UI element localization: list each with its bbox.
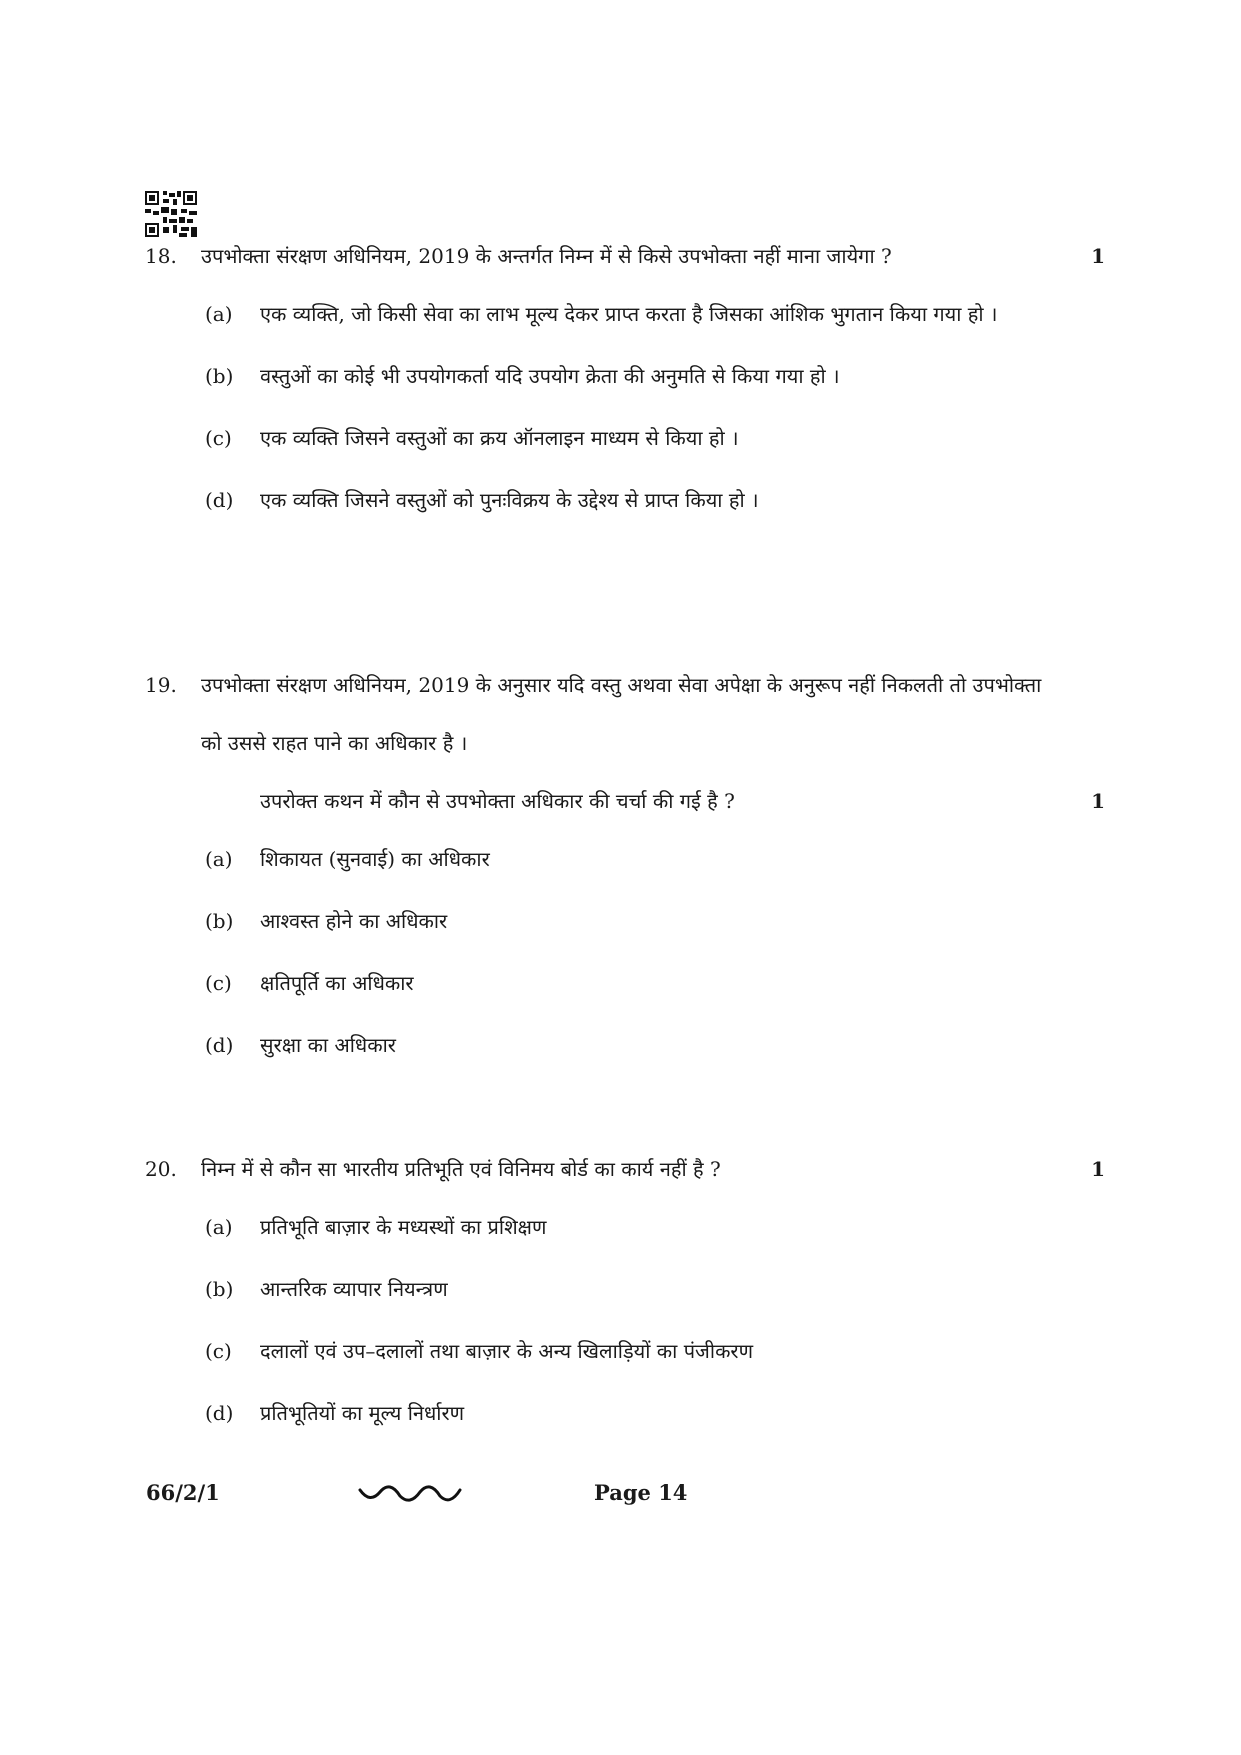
option-label: (a) [205, 847, 233, 871]
option-label: (a) [205, 302, 233, 326]
option-label: (d) [205, 1033, 234, 1057]
question-number: 19. [145, 673, 177, 697]
option-b [145, 892, 1105, 950]
question-marks: 1 [1091, 1157, 1105, 1181]
option-text: प्रतिभूतियों का मूल्य निर्धारण [260, 1401, 465, 1425]
option-text: प्रतिभूति बाज़ार के मध्यस्थों का प्रशिक्षण [260, 1215, 547, 1239]
option-text: आश्वस्त होने का अधिकार [260, 909, 448, 933]
option-a [145, 1198, 1105, 1256]
option-c [145, 954, 1105, 1012]
question-subtext: उपरोक्त कथन में कौन से उपभोक्ता अधिकार की चर्चा की गई है ? [260, 789, 735, 813]
paper-code: 66/2/1 [146, 1480, 220, 1505]
option-b [145, 1260, 1105, 1318]
option-text: शिकायत (सुनवाई) का अधिकार [260, 847, 490, 871]
wave-ornament-icon [356, 1482, 466, 1506]
option-label: (c) [205, 426, 232, 450]
question-marks: 1 [1091, 789, 1105, 813]
option-d [145, 1384, 1105, 1442]
option-label: (b) [205, 1277, 234, 1301]
option-label: (d) [205, 1401, 234, 1425]
option-c [145, 409, 1105, 467]
option-text: क्षतिपूर्ति का अधिकार [260, 971, 414, 995]
option-d [145, 1016, 1105, 1074]
question-20 [145, 1140, 1105, 1446]
option-text: एक व्यक्ति जिसने वस्तुओं का क्रय ऑनलाइन माध्यम से किया हो । [260, 426, 739, 450]
option-text: वस्तुओं का कोई भी उपयोगकर्ता यदि उपयोग क्रेता की अनुमति से किया गया हो । [260, 364, 840, 388]
question-text: निम्न में से कौन सा भारतीय प्रतिभूति एवं विनिमय बोर्ड का कार्य नहीं है ? [201, 1157, 721, 1181]
question-18 [145, 227, 1105, 533]
question-subtext-row [145, 772, 1105, 830]
question-19 [145, 656, 1105, 1078]
question-stem [145, 227, 1105, 285]
option-text: आन्तरिक व्यापार नियन्त्रण [260, 1277, 448, 1301]
option-text: दलालों एवं उप–दलालों तथा बाज़ार के अन्य खिलाड़ियों का पंजीकरण [260, 1339, 754, 1363]
question-text: उपभोक्ता संरक्षण अधिनियम, 2019 के अनुसार यदि वस्तु अथवा सेवा अपेक्षा के अनुरूप नहीं निकलती तो उपभोक्ता को उससे राहत पाने का अधिकार है । [201, 673, 1042, 755]
option-label: (a) [205, 1215, 233, 1239]
option-label: (b) [205, 909, 234, 933]
option-d [145, 471, 1105, 529]
question-number: 18. [145, 244, 177, 268]
option-label: (c) [205, 1339, 232, 1363]
question-stem [145, 1140, 1105, 1198]
option-a [145, 830, 1105, 888]
option-text: सुरक्षा का अधिकार [260, 1033, 396, 1057]
question-text: उपभोक्ता संरक्षण अधिनियम, 2019 के अन्तर्गत निम्न में से किसे उपभोक्ता नहीं माना जायेगा ? [201, 244, 892, 268]
option-text: एक व्यक्ति जिसने वस्तुओं को पुनःविक्रय के उद्देश्य से प्राप्त किया हो । [260, 488, 759, 512]
question-stem [145, 656, 1105, 772]
option-label: (d) [205, 488, 234, 512]
question-marks: 1 [1091, 244, 1105, 268]
question-number: 20. [145, 1157, 177, 1181]
page-footer [146, 1480, 746, 1520]
option-text: एक व्यक्ति, जो किसी सेवा का लाभ मूल्य देकर प्राप्त करता है जिसका आंशिक भुगतान किया गया हो । [260, 302, 998, 326]
option-b [145, 347, 1105, 405]
option-label: (b) [205, 364, 234, 388]
option-label: (c) [205, 971, 232, 995]
option-a [145, 285, 1105, 343]
page-number: Page 14 [594, 1480, 688, 1505]
option-c [145, 1322, 1105, 1380]
